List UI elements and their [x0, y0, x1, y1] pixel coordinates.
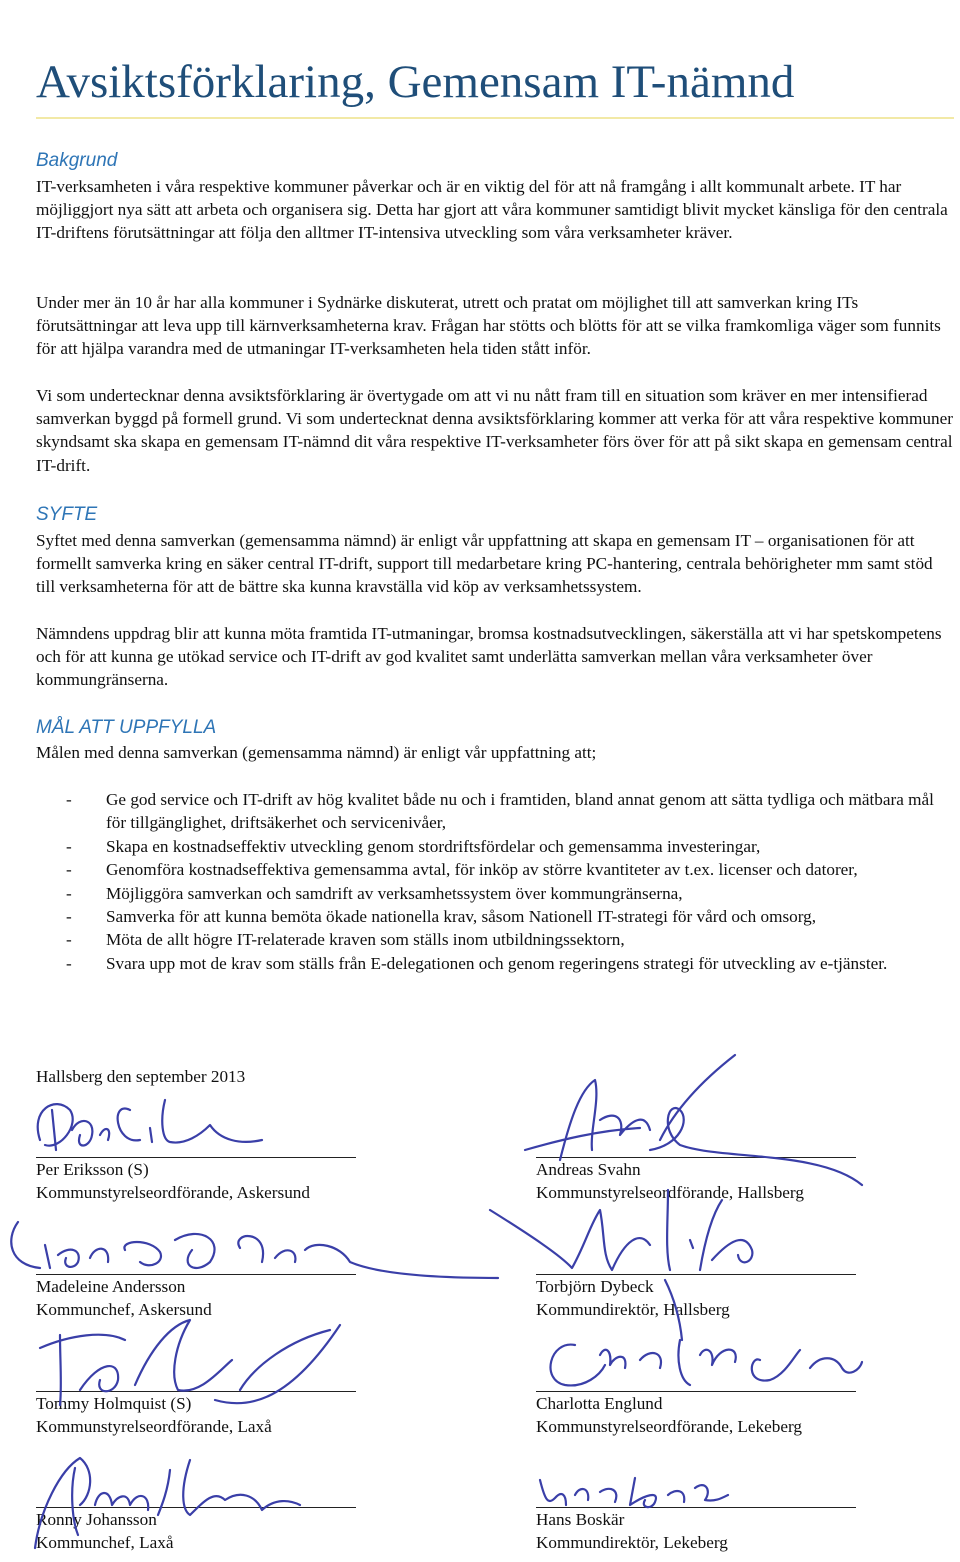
signatory-role: Kommunstyrelseordförande, Lekeberg	[536, 1417, 803, 1436]
syfte-paragraph-1: Syftet med denna samverkan (gemensamma nämnd) är enligt vår uppfattning att skapa en gemensam IT – organisationen för att formellt samverka kring en säker central IT-drift, support till medarbetare kring PC-hantering, centrala behörigheter mm samt stöd till verksamheterna för att de bättre ska kunna kravställa vid köp av verksamhetssystem.	[36, 531, 933, 597]
document-title: Avsiktsförklaring, Gemensam IT-nämnd	[36, 56, 795, 108]
mal-intro: Målen med denna samverkan (gemensamma nämnd) är enligt vår uppfattning att;	[36, 743, 597, 762]
list-item: - Möta de allt högre IT-relaterade kraven som ställs inom utbildningssektorn,	[36, 928, 956, 951]
signatory-role: Kommunchef, Laxå	[36, 1533, 174, 1552]
list-item: - Möjliggöra samverkan och samdrift av verksamhetssystem över kommungränserna,	[36, 882, 956, 905]
bakgrund-paragraph-2: Under mer än 10 år har alla kommuner i Sydnärke diskuterat, utrett och pratat om möjlighet till att samverkan kring ITs förutsättningar att leva upp till kärnverksamheterna krav. Frågan har stötts och blötts för att se vilka framkomliga väger som funnits för att hjälpa varandra med de utmaningar IT-verksamheten hela tiden stått inför.	[36, 293, 941, 359]
signatory-name: Torbjörn Dybeck	[536, 1277, 654, 1296]
signatory-role: Kommundirektör, Hallsberg	[536, 1300, 730, 1319]
signatory-role: Kommunstyrelseordförande, Laxå	[36, 1417, 272, 1436]
signatory-name: Hans Boskär	[536, 1510, 625, 1529]
list-item: - Ge god service och IT-drift av hög kvalitet både nu och i framtiden, bland annat genom att sätta tydliga och mätbara mål för tillgänglighet, driftsäkerhet och servicenivåer,	[66, 790, 934, 833]
bullet-dash: -	[66, 930, 72, 950]
bullet-dash: -	[66, 790, 72, 809]
list-item: - Svara upp mot de krav som ställs från E-delegationen och genom regeringens strategi för utveckling av e-tjänster.	[36, 952, 956, 975]
signatory-name: Charlotta Englund	[536, 1394, 663, 1413]
signatory-name: Per Eriksson (S)	[36, 1160, 149, 1179]
signatory-name: Andreas Svahn	[536, 1160, 641, 1179]
signature-charlotta-englund	[551, 1340, 862, 1385]
signatory-role: Kommunstyrelseordförande, Hallsberg	[536, 1183, 804, 1202]
signatory-name: Tommy Holmquist (S)	[36, 1394, 192, 1413]
place-date-line: Hallsberg den september 2013	[36, 1067, 246, 1086]
list-item: - Samverka för att kunna bemöta ökade nationella krav, såsom Nationell IT-strategi för vård och omsorg,	[36, 905, 956, 928]
signature-per-eriksson	[38, 1100, 262, 1150]
heading-syfte: SYFTE	[36, 504, 98, 525]
bakgrund-paragraph-1: IT-verksamheten i våra respektive kommuner påverkar och är en viktig del för att nå framgång i allt kommunalt arbete. IT har möjliggjort nya sätt att arbeta och organisera sig. Detta har gjort att våra kommuner samtidigt blivit mycket känsliga för den centrala IT-driftens förutsättningar att följa den alltmer IT-intensiva utveckling som våra verksamheter kräver.	[36, 177, 948, 243]
signatory-name: Ronny Johansson	[36, 1510, 157, 1529]
signature-hans-boskar	[540, 1478, 728, 1507]
bullet-dash: -	[66, 953, 72, 973]
signatory-role: Kommunchef, Askersund	[36, 1300, 212, 1319]
bakgrund-paragraph-3: Vi som undertecknar denna avsiktsförklaring är övertygade om att vi nu nått fram till en situation som kräver en mer intensifierad samverkan byggd på formell grund. Vi som undertecknat denna avsiktsförklaring kommer att verka för att våra respektive kommuner skyndsamt ska skapa en gemensam IT-nämnd dit våra respektive IT-verksamheter förs över för att på sikt skapa en gemensam central IT-drift.	[36, 386, 953, 475]
signatory-name: Madeleine Andersson	[36, 1277, 186, 1296]
signature-madeleine-andersson	[11, 1222, 498, 1278]
list-item: - Genomföra kostnadseffektiva gemensamma avtal, för inköp av större kvantiteter av t.ex. licenser och datorer,	[36, 858, 956, 881]
bullet-dash: -	[66, 836, 72, 856]
signatory-role: Kommunstyrelseordförande, Askersund	[36, 1183, 310, 1202]
bullet-dash: -	[66, 860, 72, 880]
bullet-dash: -	[66, 907, 72, 927]
goals-list	[36, 788, 956, 975]
syfte-paragraph-2: Nämndens uppdrag blir att kunna möta framtida IT-utmaningar, bromsa kostnadsutvecklingen, säkerställa att vi har spetskompetens och för att kunna ge utökad service och IT-drift av god kvalitet samt underlätta samverkan mellan våra verksamheter över kommungränserna.	[36, 624, 942, 690]
title-underline	[36, 117, 954, 119]
bullet-dash: -	[66, 883, 72, 903]
heading-bakgrund: Bakgrund	[36, 150, 118, 171]
heading-mal: MÅL ATT UPPFYLLA	[36, 717, 217, 738]
list-item: - Skapa en kostnadseffektiv utveckling genom stordriftsfördelar och gemensamma investeringar,	[36, 835, 956, 858]
signatory-role: Kommundirektör, Lekeberg	[536, 1533, 728, 1552]
